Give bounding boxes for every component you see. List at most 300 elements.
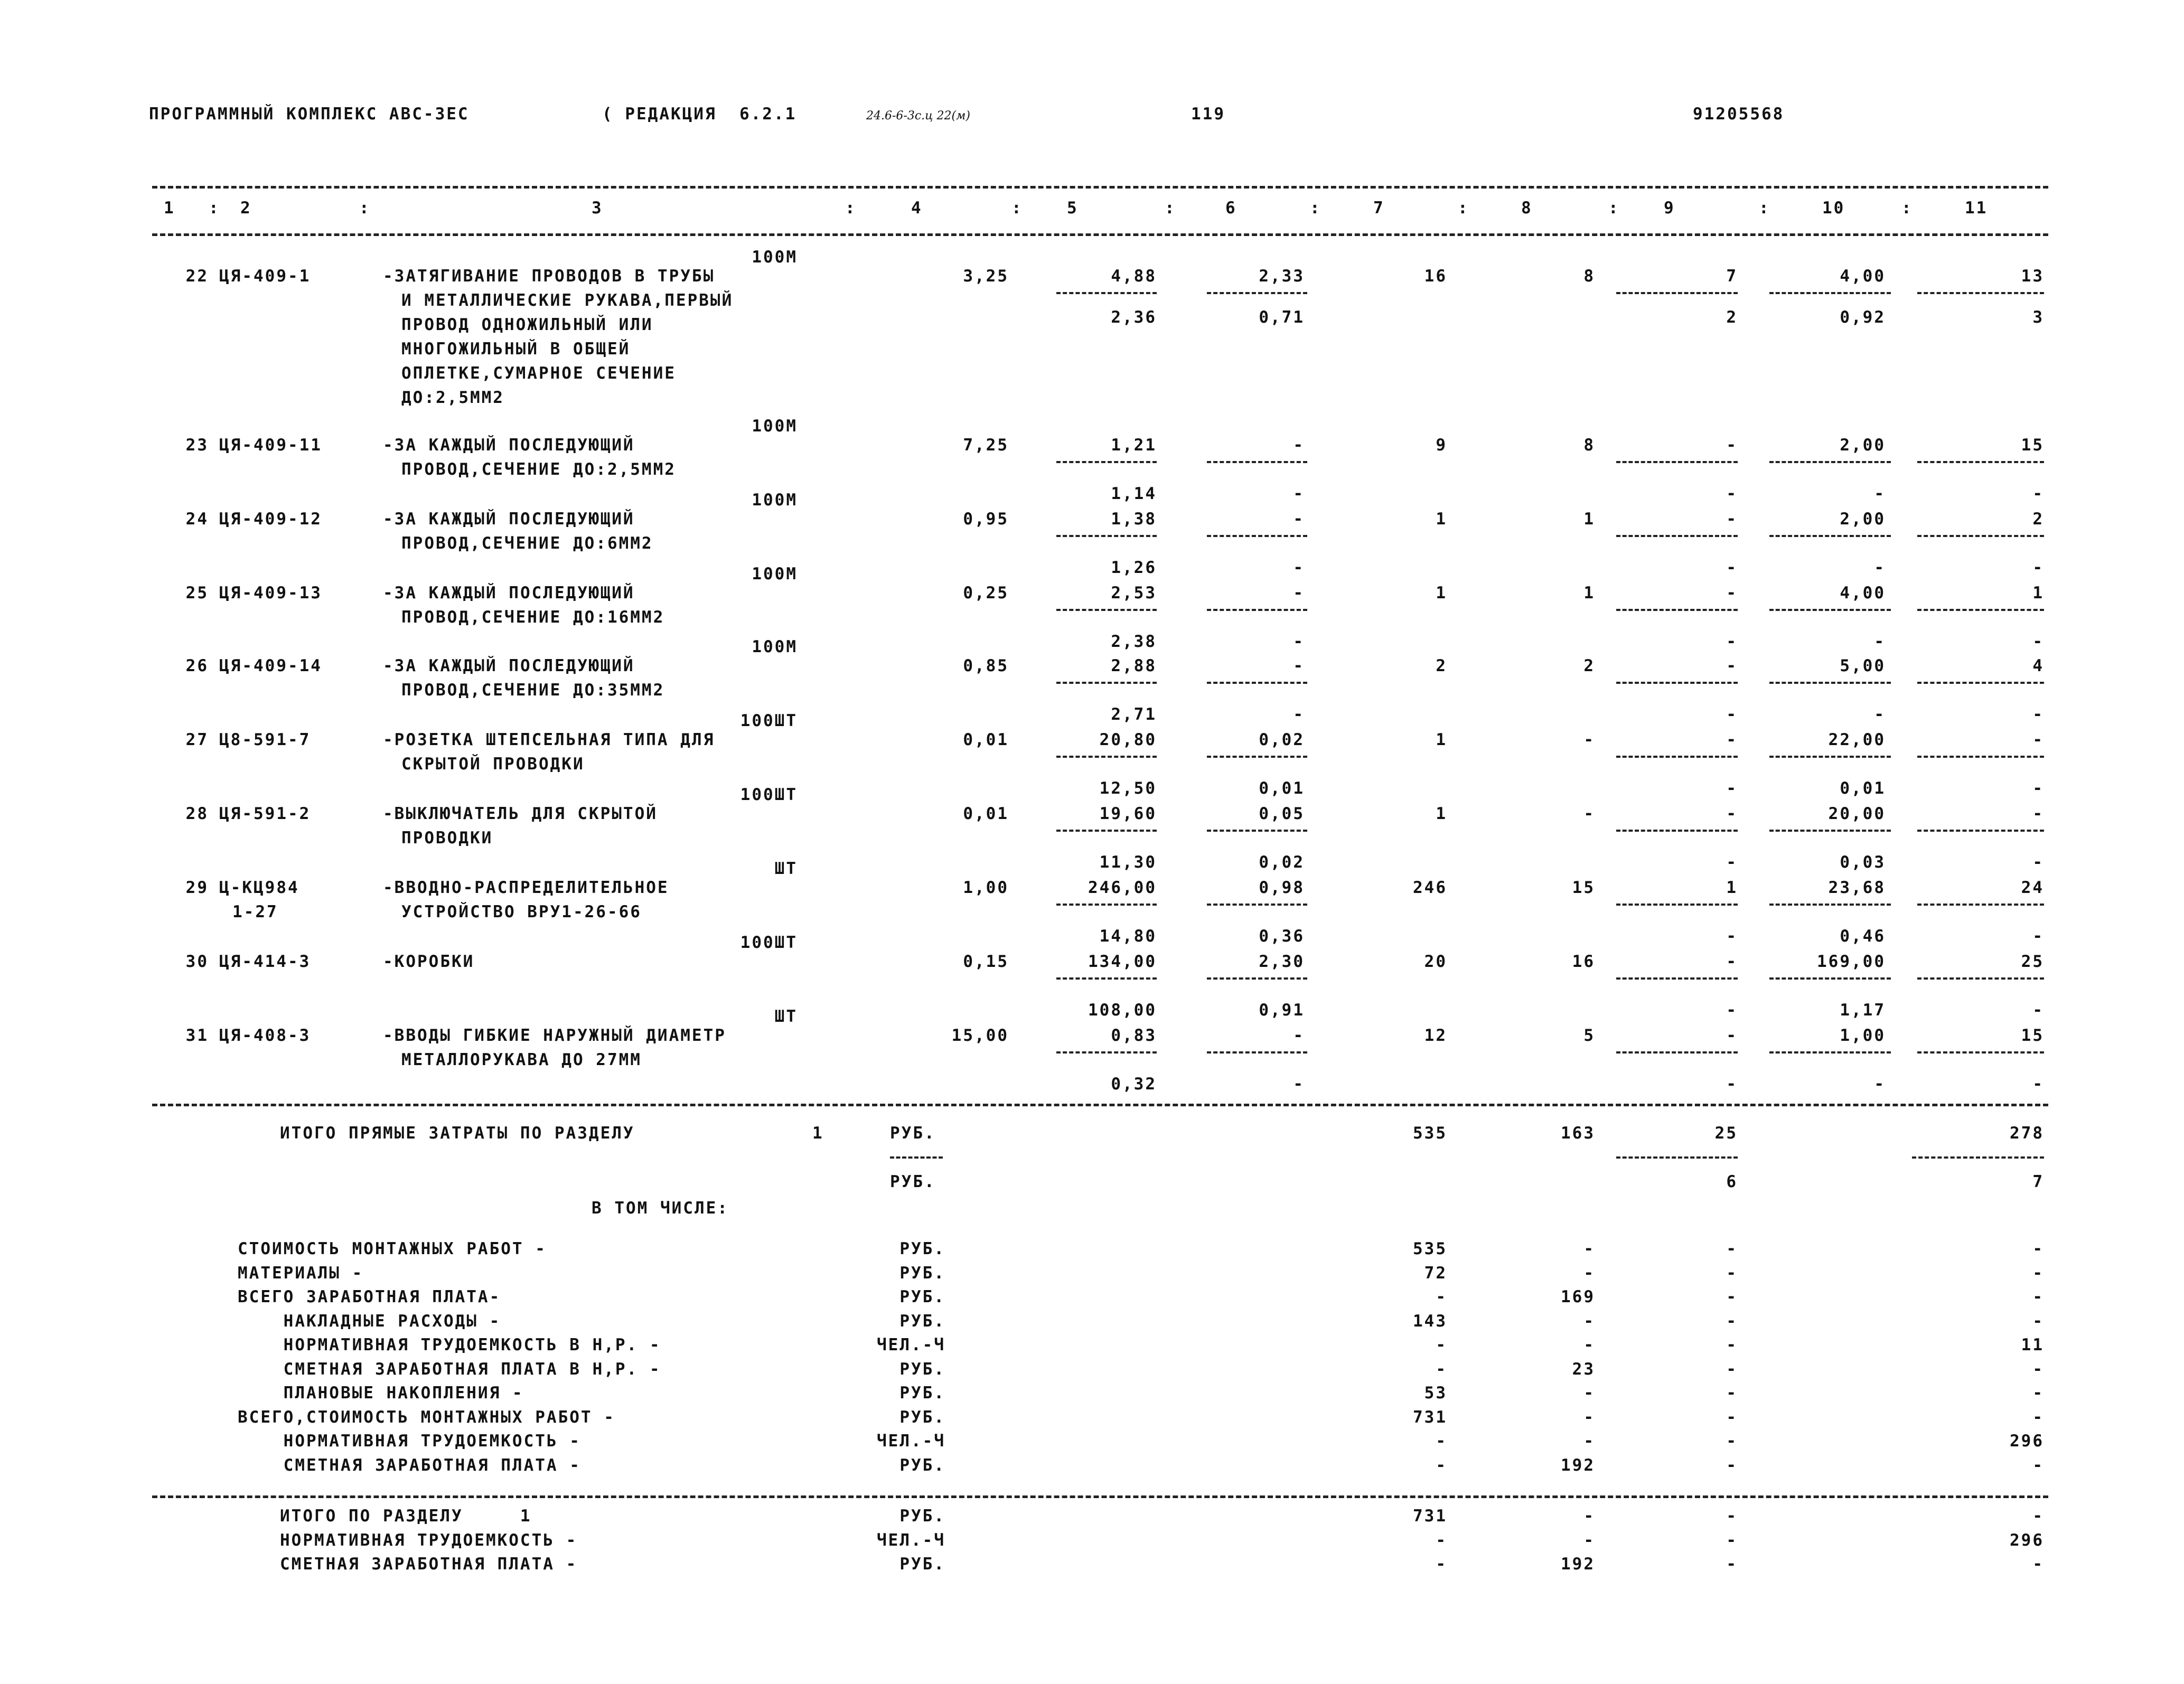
row-total-wage: 1 bbox=[1583, 584, 1595, 603]
cell-subrule bbox=[1616, 977, 1738, 980]
row-total-cost: 2 bbox=[1436, 656, 1447, 675]
row-labor-total-sub: - bbox=[2032, 1001, 2044, 1020]
row-machines-sub: - bbox=[1726, 927, 1738, 946]
row-total-cost: 16 bbox=[1424, 267, 1447, 286]
row-description-line: -РОЗЕТКА ШТЕПСЕЛЬНАЯ ТИПА ДЛЯ bbox=[383, 730, 715, 749]
row-machines-sub: - bbox=[1726, 853, 1738, 872]
column-separator: : bbox=[1458, 199, 1469, 218]
row-description-line: СКРЫТОЙ ПРОВОДКИ bbox=[401, 755, 585, 774]
cell-subrule bbox=[1917, 904, 2044, 906]
section-total-row-c7: - bbox=[1436, 1555, 1447, 1574]
column-number-1: 1 bbox=[164, 199, 175, 218]
breakdown-row-c8: - bbox=[1583, 1263, 1595, 1283]
row-machines-sub: - bbox=[1726, 705, 1738, 724]
row-total-cost: 9 bbox=[1436, 436, 1447, 455]
total-direct-section: 1 bbox=[812, 1124, 824, 1143]
cell-subrule bbox=[1769, 977, 1891, 980]
edition-label: ( РЕДАКЦИЯ 6.2.1 bbox=[602, 105, 797, 124]
section-total-row-c9: - bbox=[1726, 1507, 1738, 1526]
row-labor-total-sub: - bbox=[2032, 632, 2044, 651]
column-separator: : bbox=[1901, 199, 1913, 218]
items-end-rule bbox=[152, 1104, 2048, 1106]
breakdown-row-c11: - bbox=[2032, 1359, 2044, 1379]
row-quantity: 7,25 bbox=[963, 436, 1009, 455]
row-code: ЦЯ-409-12 bbox=[219, 510, 322, 529]
cell-subrule bbox=[1769, 756, 1891, 758]
row-labor-unit: 1,00 bbox=[1840, 1026, 1886, 1045]
row-machines-sub: - bbox=[1726, 1001, 1738, 1020]
row-description-line: -ЗА КАЖДЫЙ ПОСЛЕДУЮЩИЙ bbox=[383, 510, 635, 529]
row-labor-total: 4 bbox=[2032, 656, 2044, 675]
cell-subrule bbox=[1056, 977, 1157, 980]
row-number: 25 bbox=[185, 584, 209, 603]
breakdown-row-c9: - bbox=[1726, 1432, 1738, 1451]
row-labor-unit-sub: 1,17 bbox=[1840, 1001, 1886, 1020]
row-unit-cost-sub: 2,38 bbox=[1111, 632, 1157, 651]
row-unit-wage: - bbox=[1293, 1026, 1305, 1045]
row-quantity: 0,01 bbox=[963, 804, 1009, 823]
column-number-6: 6 bbox=[1225, 199, 1237, 218]
row-unit-wage-sub: 0,71 bbox=[1259, 308, 1305, 327]
row-number: 30 bbox=[185, 952, 209, 971]
row-description-line: ПРОВОД,СЕЧЕНИЕ ДО:35ММ2 bbox=[401, 681, 665, 700]
breakdown-row-c9: - bbox=[1726, 1287, 1738, 1306]
row-labor-unit-sub: 0,01 bbox=[1840, 779, 1886, 798]
column-header-rule bbox=[152, 233, 2048, 236]
total-direct-unit: РУБ. bbox=[890, 1124, 936, 1143]
breakdown-row-c7: - bbox=[1436, 1335, 1447, 1354]
row-total-wage: 2 bbox=[1583, 656, 1595, 675]
breakdown-row-c11: - bbox=[2032, 1407, 2044, 1427]
row-labor-total: 15 bbox=[2021, 1026, 2044, 1045]
cell-subrule bbox=[1056, 535, 1157, 537]
row-number: 29 bbox=[185, 878, 209, 897]
total-direct-unit2: РУБ. bbox=[890, 1172, 936, 1191]
breakdown-row-c9: - bbox=[1726, 1455, 1738, 1475]
row-machines: - bbox=[1726, 510, 1738, 529]
row-unit-cost: 1,38 bbox=[1111, 510, 1157, 529]
row-unit-wage-sub: 0,02 bbox=[1259, 853, 1305, 872]
row-machines-sub: - bbox=[1726, 779, 1738, 798]
column-separator: : bbox=[1608, 199, 1620, 218]
cell-subrule bbox=[1056, 609, 1157, 611]
cell-subrule bbox=[1769, 535, 1891, 537]
row-description-line: ДО:2,5ММ2 bbox=[401, 388, 504, 407]
cell-subrule bbox=[1769, 830, 1891, 832]
row-labor-total-sub: - bbox=[2032, 484, 2044, 503]
row-machines: 7 bbox=[1726, 267, 1738, 286]
row-labor-unit-sub: - bbox=[1874, 558, 1886, 577]
row-labor-total: 25 bbox=[2021, 952, 2044, 971]
row-machines: - bbox=[1726, 1026, 1738, 1045]
breakdown-row-c8: 23 bbox=[1572, 1359, 1595, 1379]
row-total-cost: 1 bbox=[1436, 584, 1447, 603]
breakdown-row-unit: РУБ. bbox=[899, 1287, 945, 1306]
section-total-row-c11: 296 bbox=[2010, 1530, 2044, 1550]
column-separator: : bbox=[209, 199, 220, 218]
breakdown-row-c9: - bbox=[1726, 1335, 1738, 1354]
cell-subrule bbox=[1056, 1051, 1157, 1053]
row-description-line: -ЗА КАЖДЫЙ ПОСЛЕДУЮЩИЙ bbox=[383, 436, 635, 455]
row-description-line: -ВВОДЫ ГИБКИЕ НАРУЖНЫЙ ДИАМЕТР bbox=[383, 1026, 726, 1045]
row-machines: 1 bbox=[1726, 878, 1738, 897]
column-number-4: 4 bbox=[911, 199, 923, 218]
row-description-line: МНОГОЖИЛЬНЫЙ В ОБЩЕЙ bbox=[401, 340, 631, 359]
breakdown-row-unit: РУБ. bbox=[899, 1263, 945, 1283]
breakdown-row-c7: 731 bbox=[1413, 1407, 1447, 1427]
row-quantity: 0,15 bbox=[963, 952, 1009, 971]
breakdown-row-label: ВСЕГО,СТОИМОСТЬ МОНТАЖНЫХ РАБОТ - bbox=[238, 1407, 615, 1427]
row-code: ЦЯ-409-13 bbox=[219, 584, 322, 603]
row-description-line: -ВЫКЛЮЧАТЕЛЬ ДЛЯ СКРЫТОЙ bbox=[383, 804, 658, 823]
row-description-line: ПРОВОД,СЕЧЕНИЕ ДО:16ММ2 bbox=[401, 608, 665, 627]
row-labor-unit: 23,68 bbox=[1828, 878, 1886, 897]
row-code: ЦЯ-409-11 bbox=[219, 436, 322, 455]
section-total-row-label: НОРМАТИВНАЯ ТРУДОЕМКОСТЬ - bbox=[280, 1530, 578, 1550]
section-total-row-c7: 731 bbox=[1413, 1507, 1447, 1526]
row-machines: - bbox=[1726, 730, 1738, 749]
row-code: ЦЯ-414-3 bbox=[219, 952, 311, 971]
row-description-line: -ЗА КАЖДЫЙ ПОСЛЕДУЮЩИЙ bbox=[383, 656, 635, 675]
row-labor-unit: 20,00 bbox=[1828, 804, 1886, 823]
breakdown-row-c9: - bbox=[1726, 1263, 1738, 1283]
row-quantity: 0,01 bbox=[963, 730, 1009, 749]
cell-subrule bbox=[1917, 292, 2044, 294]
section-total-row-unit: ЧЕЛ.-Ч bbox=[877, 1530, 945, 1550]
row-number: 24 bbox=[185, 510, 209, 529]
row-unit-cost-sub: 12,50 bbox=[1099, 779, 1157, 798]
section-total-row-c11: - bbox=[2032, 1555, 2044, 1574]
cell-subrule bbox=[1769, 292, 1891, 294]
column-number-5: 5 bbox=[1067, 199, 1079, 218]
total-direct-c11: 278 bbox=[2010, 1124, 2044, 1143]
row-labor-total-sub: - bbox=[2032, 927, 2044, 946]
row-labor-unit: 5,00 bbox=[1840, 656, 1886, 675]
c11-subrule bbox=[1912, 1156, 2044, 1159]
row-labor-total-sub: - bbox=[2032, 1075, 2044, 1094]
cell-subrule bbox=[1056, 756, 1157, 758]
breakdown-row-c9: - bbox=[1726, 1384, 1738, 1403]
breakdown-row-c7: - bbox=[1436, 1432, 1447, 1451]
row-unit: 100ШТ bbox=[740, 785, 798, 804]
row-unit-wage: - bbox=[1293, 510, 1305, 529]
breakdown-row-c11: - bbox=[2032, 1311, 2044, 1331]
row-machines-sub: - bbox=[1726, 1075, 1738, 1094]
breakdown-row-label: ВСЕГО ЗАРАБОТНАЯ ПЛАТА- bbox=[238, 1287, 501, 1306]
row-unit-wage: 2,33 bbox=[1259, 267, 1305, 286]
row-unit-cost-sub: 11,30 bbox=[1099, 853, 1157, 872]
row-quantity: 0,95 bbox=[963, 510, 1009, 529]
cell-subrule bbox=[1616, 830, 1738, 832]
row-number: 23 bbox=[185, 436, 209, 455]
total-direct-label: ИТОГО ПРЯМЫЕ ЗАТРАТЫ ПО РАЗДЕЛУ bbox=[280, 1124, 635, 1143]
column-separator: : bbox=[1011, 199, 1023, 218]
row-labor-total-sub: - bbox=[2032, 779, 2044, 798]
cell-subrule bbox=[1056, 461, 1157, 463]
section-total-row-c8: - bbox=[1583, 1530, 1595, 1550]
breakdown-row-c11: - bbox=[2032, 1287, 2044, 1306]
row-quantity: 1,00 bbox=[963, 878, 1009, 897]
cell-subrule bbox=[1207, 682, 1307, 684]
row-unit-wage-sub: - bbox=[1293, 705, 1305, 724]
column-separator: : bbox=[845, 199, 857, 218]
section-total-row-c8: - bbox=[1583, 1507, 1595, 1526]
row-total-wage: - bbox=[1583, 804, 1595, 823]
cell-subrule bbox=[1056, 292, 1157, 294]
row-unit-cost: 1,21 bbox=[1111, 436, 1157, 455]
row-labor-total-sub: 3 bbox=[2032, 308, 2044, 327]
row-labor-unit-sub: - bbox=[1874, 705, 1886, 724]
cell-subrule bbox=[1056, 830, 1157, 832]
row-quantity: 0,25 bbox=[963, 584, 1009, 603]
row-labor-total: 13 bbox=[2021, 267, 2044, 286]
section-total-row-label: ИТОГО ПО РАЗДЕЛУ 1 bbox=[280, 1507, 532, 1526]
cell-subrule bbox=[1207, 756, 1307, 758]
row-total-cost: 1 bbox=[1436, 730, 1447, 749]
row-unit-cost-sub: 2,71 bbox=[1111, 705, 1157, 724]
row-description-line: МЕТАЛЛОРУКАВА ДО 27ММ bbox=[401, 1050, 642, 1069]
row-machines-sub: - bbox=[1726, 484, 1738, 503]
breakdown-row-unit: РУБ. bbox=[899, 1239, 945, 1258]
cell-subrule bbox=[1207, 461, 1307, 463]
cell-subrule bbox=[1917, 609, 2044, 611]
row-labor-unit-sub: 0,92 bbox=[1840, 308, 1886, 327]
cell-subrule bbox=[1207, 535, 1307, 537]
row-unit: ШТ bbox=[774, 1007, 798, 1026]
breakdown-row-c7: 535 bbox=[1413, 1239, 1447, 1258]
row-unit-wage: - bbox=[1293, 436, 1305, 455]
row-code: Ц-КЦ984 bbox=[219, 878, 299, 897]
row-unit-wage-sub: 0,91 bbox=[1259, 1001, 1305, 1020]
breakdown-row-c9: - bbox=[1726, 1407, 1738, 1427]
cell-subrule bbox=[1616, 609, 1738, 611]
row-unit-cost-sub: 108,00 bbox=[1088, 1001, 1157, 1020]
cell-subrule bbox=[1917, 830, 2044, 832]
breakdown-row-c11: 296 bbox=[2010, 1432, 2044, 1451]
breakdown-row-unit: РУБ. bbox=[899, 1455, 945, 1475]
section-total-row-c9: - bbox=[1726, 1530, 1738, 1550]
cell-subrule bbox=[1917, 977, 2044, 980]
total-direct-c9b: 6 bbox=[1726, 1172, 1738, 1191]
cell-subrule bbox=[1917, 682, 2044, 684]
document-code: 91205568 bbox=[1693, 105, 1785, 124]
row-description-line: ПРОВОД ОДНОЖИЛЬНЫЙ ИЛИ bbox=[401, 315, 653, 334]
row-code: ЦЯ-591-2 bbox=[219, 804, 311, 823]
row-number: 31 bbox=[185, 1026, 209, 1045]
row-code: ЦЯ-408-3 bbox=[219, 1026, 311, 1045]
cell-subrule bbox=[1616, 756, 1738, 758]
row-unit: ШТ bbox=[774, 859, 798, 878]
row-unit-wage-sub: 0,36 bbox=[1259, 927, 1305, 946]
breakdown-row-c8: - bbox=[1583, 1384, 1595, 1403]
section-total-row-c8: 192 bbox=[1561, 1555, 1595, 1574]
breakdown-row-c7: 53 bbox=[1424, 1384, 1447, 1403]
row-labor-unit: 169,00 bbox=[1817, 952, 1886, 971]
cell-subrule bbox=[1207, 977, 1307, 980]
row-quantity: 3,25 bbox=[963, 267, 1009, 286]
row-unit-cost-sub: 0,32 bbox=[1111, 1075, 1157, 1094]
row-unit-cost: 20,80 bbox=[1099, 730, 1157, 749]
cell-subrule bbox=[1207, 1051, 1307, 1053]
row-unit-wage: - bbox=[1293, 584, 1305, 603]
breakdown-row-c8: 192 bbox=[1561, 1455, 1595, 1475]
total-direct-c7: 535 bbox=[1413, 1124, 1447, 1143]
breakdown-row-c11: - bbox=[2032, 1239, 2044, 1258]
row-labor-unit-sub: 0,46 bbox=[1840, 927, 1886, 946]
row-description-line: ОПЛЕТКЕ,СУМАРНОЕ СЕЧЕНИЕ bbox=[401, 364, 676, 383]
including-label: В ТОМ ЧИСЛЕ: bbox=[592, 1199, 729, 1218]
cell-subrule bbox=[1207, 292, 1307, 294]
row-total-wage: 15 bbox=[1572, 878, 1595, 897]
breakdown-row-unit: ЧЕЛ.-Ч bbox=[877, 1432, 945, 1451]
row-quantity: 15,00 bbox=[951, 1026, 1009, 1045]
row-labor-unit-sub: - bbox=[1874, 484, 1886, 503]
breakdown-row-c7: - bbox=[1436, 1287, 1447, 1306]
cell-subrule bbox=[1769, 904, 1891, 906]
row-description-line: И МЕТАЛЛИЧЕСКИЕ РУКАВА,ПЕРВЫЙ bbox=[401, 291, 734, 310]
breakdown-row-c7: 72 bbox=[1424, 1263, 1447, 1283]
table-top-rule bbox=[152, 186, 2048, 189]
row-unit: 100М bbox=[752, 491, 798, 510]
section-total-row-c11: - bbox=[2032, 1507, 2044, 1526]
row-total-cost: 246 bbox=[1413, 878, 1447, 897]
row-number: 22 bbox=[185, 267, 209, 286]
breakdown-row-c9: - bbox=[1726, 1359, 1738, 1379]
row-code: ЦЯ-409-14 bbox=[219, 656, 322, 675]
breakdown-row-label: МАТЕРИАЛЫ - bbox=[238, 1263, 364, 1283]
column-separator: : bbox=[359, 199, 371, 218]
breakdown-row-c9: - bbox=[1726, 1311, 1738, 1331]
breakdown-row-c11: 11 bbox=[2021, 1335, 2044, 1354]
cell-subrule bbox=[1616, 904, 1738, 906]
c9-subrule bbox=[1616, 1156, 1738, 1159]
breakdown-row-c7: - bbox=[1436, 1359, 1447, 1379]
total-direct-c9: 25 bbox=[1714, 1124, 1738, 1143]
row-code-line2: 1-27 bbox=[232, 902, 278, 921]
cell-subrule bbox=[1616, 682, 1738, 684]
cell-subrule bbox=[1917, 461, 2044, 463]
breakdown-row-c8: - bbox=[1583, 1432, 1595, 1451]
row-unit-wage: 2,30 bbox=[1259, 952, 1305, 971]
row-description-line: ПРОВОДКИ bbox=[401, 829, 493, 848]
row-total-cost: 12 bbox=[1424, 1026, 1447, 1045]
handwritten-annotation: 24.6-6-3с.ц 22(м) bbox=[866, 109, 970, 123]
cell-subrule bbox=[1769, 461, 1891, 463]
unit-subrule bbox=[890, 1156, 943, 1159]
row-labor-unit-sub: - bbox=[1874, 632, 1886, 651]
cell-subrule bbox=[1616, 461, 1738, 463]
breakdown-row-unit: РУБ. bbox=[899, 1359, 945, 1379]
row-unit-wage-sub: 0,01 bbox=[1259, 779, 1305, 798]
row-machines-sub: - bbox=[1726, 558, 1738, 577]
row-labor-total-sub: - bbox=[2032, 558, 2044, 577]
cell-subrule bbox=[1917, 535, 2044, 537]
row-unit-cost: 246,00 bbox=[1088, 878, 1157, 897]
cell-subrule bbox=[1917, 1051, 2044, 1053]
row-labor-unit-sub: 0,03 bbox=[1840, 853, 1886, 872]
row-labor-total: 15 bbox=[2021, 436, 2044, 455]
row-unit: 100М bbox=[752, 565, 798, 584]
cell-subrule bbox=[1769, 609, 1891, 611]
row-unit-cost: 19,60 bbox=[1099, 804, 1157, 823]
row-description-line: -ЗА КАЖДЫЙ ПОСЛЕДУЮЩИЙ bbox=[383, 584, 635, 603]
row-unit-cost-sub: 1,26 bbox=[1111, 558, 1157, 577]
row-labor-unit: 4,00 bbox=[1840, 267, 1886, 286]
row-machines: - bbox=[1726, 656, 1738, 675]
cell-subrule bbox=[1056, 904, 1157, 906]
column-number-9: 9 bbox=[1664, 199, 1675, 218]
row-machines-sub: - bbox=[1726, 632, 1738, 651]
breakdown-row-c11: - bbox=[2032, 1384, 2044, 1403]
row-labor-total-sub: - bbox=[2032, 705, 2044, 724]
row-unit-cost-sub: 1,14 bbox=[1111, 484, 1157, 503]
row-unit-wage: 0,02 bbox=[1259, 730, 1305, 749]
row-total-cost: 1 bbox=[1436, 804, 1447, 823]
row-labor-unit: 4,00 bbox=[1840, 584, 1886, 603]
row-total-wage: 16 bbox=[1572, 952, 1595, 971]
row-description-line: -КОРОБКИ bbox=[383, 952, 475, 971]
row-unit-wage: 0,98 bbox=[1259, 878, 1305, 897]
row-labor-total-sub: - bbox=[2032, 853, 2044, 872]
section-total-row-unit: РУБ. bbox=[899, 1555, 945, 1574]
breakdown-row-c8: 169 bbox=[1561, 1287, 1595, 1306]
row-labor-unit: 22,00 bbox=[1828, 730, 1886, 749]
row-total-cost: 20 bbox=[1424, 952, 1447, 971]
breakdown-row-c9: - bbox=[1726, 1239, 1738, 1258]
row-unit-cost: 2,53 bbox=[1111, 584, 1157, 603]
breakdown-row-unit: ЧЕЛ.-Ч bbox=[877, 1335, 945, 1354]
program-title: ПРОГРАММНЫЙ КОМПЛЕКС АВС-ЗЕС bbox=[149, 105, 470, 124]
breakdown-row-c8: - bbox=[1583, 1239, 1595, 1258]
row-unit-cost: 4,88 bbox=[1111, 267, 1157, 286]
cell-subrule bbox=[1616, 535, 1738, 537]
row-machines: - bbox=[1726, 952, 1738, 971]
breakdown-row-c11: - bbox=[2032, 1455, 2044, 1475]
row-total-wage: - bbox=[1583, 730, 1595, 749]
row-unit-cost-sub: 2,36 bbox=[1111, 308, 1157, 327]
row-code: ЦЯ-409-1 bbox=[219, 267, 311, 286]
row-total-wage: 8 bbox=[1583, 436, 1595, 455]
column-separator: : bbox=[1165, 199, 1176, 218]
row-code: Ц8-591-7 bbox=[219, 730, 311, 749]
row-machines: - bbox=[1726, 584, 1738, 603]
row-total-wage: 5 bbox=[1583, 1026, 1595, 1045]
row-machines: - bbox=[1726, 804, 1738, 823]
breakdown-row-unit: РУБ. bbox=[899, 1311, 945, 1331]
row-description-line: ПРОВОД,СЕЧЕНИЕ ДО:6ММ2 bbox=[401, 534, 653, 553]
breakdown-row-label: ПЛАНОВЫЕ НАКОПЛЕНИЯ - bbox=[238, 1384, 524, 1403]
cell-subrule bbox=[1207, 830, 1307, 832]
breakdown-row-unit: РУБ. bbox=[899, 1384, 945, 1403]
row-unit-wage: 0,05 bbox=[1259, 804, 1305, 823]
row-unit-cost: 2,88 bbox=[1111, 656, 1157, 675]
row-unit: 100М bbox=[752, 248, 798, 267]
breakdown-row-label: НАКЛАДНЫЕ РАСХОДЫ - bbox=[238, 1311, 501, 1331]
row-unit-cost: 0,83 bbox=[1111, 1026, 1157, 1045]
row-description-line: -ВВОДНО-РАСПРЕДЕЛИТЕЛЬНОЕ bbox=[383, 878, 669, 897]
row-total-wage: 8 bbox=[1583, 267, 1595, 286]
row-description-line: -ЗАТЯГИВАНИЕ ПРОВОДОВ В ТРУБЫ bbox=[383, 267, 715, 286]
section-total-row-c9: - bbox=[1726, 1555, 1738, 1574]
row-description-line: ПРОВОД,СЕЧЕНИЕ ДО:2,5ММ2 bbox=[401, 460, 676, 479]
row-number: 26 bbox=[185, 656, 209, 675]
row-labor-total: 24 bbox=[2021, 878, 2044, 897]
row-total-wage: 1 bbox=[1583, 510, 1595, 529]
section-total-row-unit: РУБ. bbox=[899, 1507, 945, 1526]
cell-subrule bbox=[1616, 292, 1738, 294]
breakdown-row-unit: РУБ. bbox=[899, 1407, 945, 1427]
breakdown-row-label: СМЕТНАЯ ЗАРАБОТНАЯ ПЛАТА В Н,Р. - bbox=[238, 1359, 661, 1379]
